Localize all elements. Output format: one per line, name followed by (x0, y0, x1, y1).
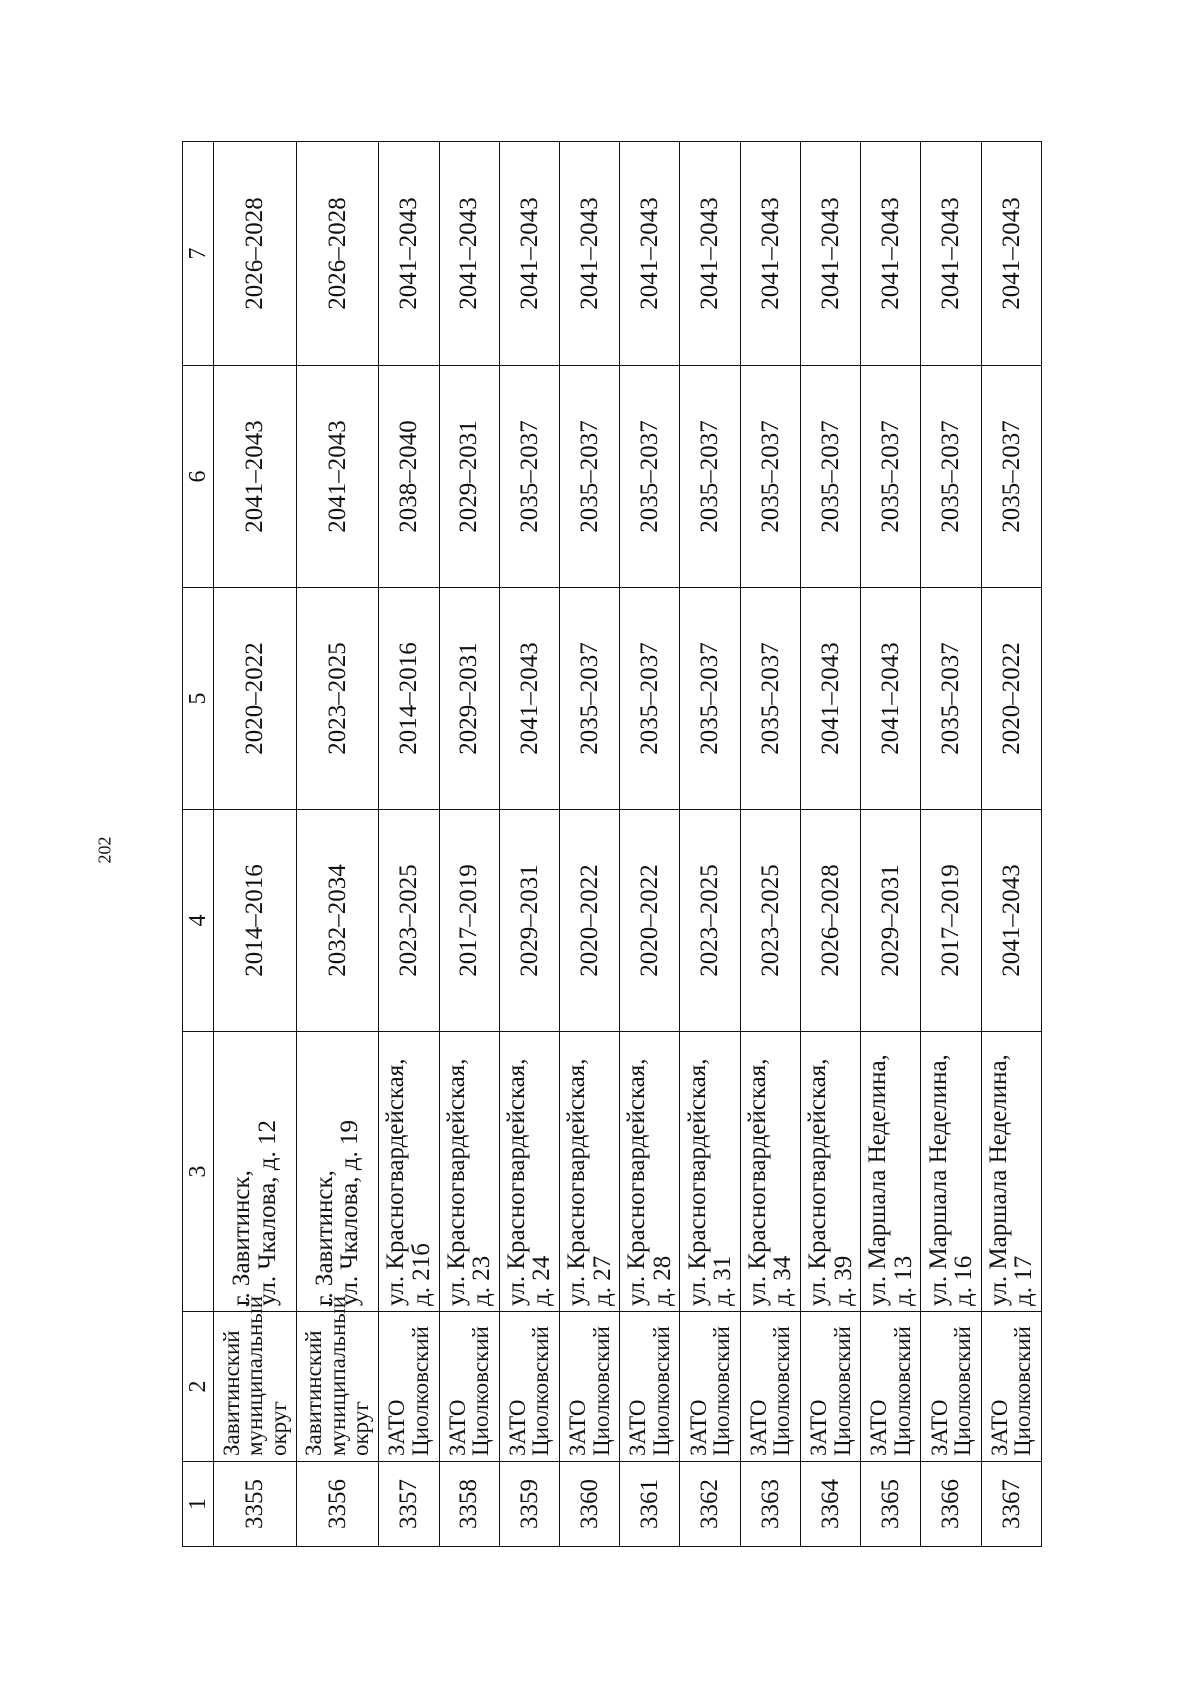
cell-text: 2041–2043 (937, 197, 965, 310)
cell-text: 2041–2043 (636, 197, 664, 310)
cell-text: 2020–2022 (636, 864, 664, 977)
cell-text: 3358 (455, 1479, 483, 1529)
table-row (379, 142, 439, 1547)
period-cell-col6 (296, 366, 379, 588)
cell-text: 3364 (816, 1479, 844, 1529)
period-cell-col5 (214, 588, 297, 810)
table-row (921, 142, 981, 1547)
cell-text: 2026–2028 (816, 864, 844, 977)
period-cell-col4 (921, 810, 981, 1032)
period-cell-col7 (680, 142, 740, 366)
period-cell-col6 (921, 366, 981, 588)
cell-text: ЗАТО Циолковский (444, 1326, 494, 1456)
period-cell-col7 (499, 142, 559, 366)
period-cell-col5 (379, 588, 439, 810)
data-table (182, 141, 1042, 1547)
row-number-cell (214, 1462, 297, 1547)
cell-text: 2014–2016 (395, 642, 423, 755)
cell-text: 3362 (696, 1479, 724, 1529)
table-row (680, 142, 740, 1547)
period-cell-col4 (861, 810, 921, 1032)
cell-text: г. Завитинск, ул. Чкалова, д. 19 (310, 1120, 364, 1306)
period-cell-col5 (921, 588, 981, 810)
period-cell-col7 (560, 142, 620, 366)
cell-text: 2035–2037 (816, 420, 844, 533)
table-row (740, 142, 800, 1547)
district-cell (296, 1295, 379, 1462)
period-cell-col7 (861, 142, 921, 366)
period-cell-col5 (800, 588, 860, 810)
cell-text: 2029–2031 (877, 864, 905, 977)
cell-text: 2041–2043 (997, 864, 1025, 977)
column-header: 1 (183, 1462, 214, 1547)
cell-text: ул. Маршала Неделина, д. 13 (864, 1054, 917, 1306)
cell-text: ЗАТО Циолковский (565, 1326, 614, 1456)
cell-text: 2038–2040 (395, 420, 423, 533)
cell-text: 2041–2043 (455, 197, 483, 310)
cell-text: 3357 (395, 1479, 423, 1529)
cell-text: 2020–2022 (241, 642, 269, 755)
period-cell-col7 (620, 142, 680, 366)
period-cell-col4 (981, 810, 1041, 1032)
table-row (800, 142, 860, 1547)
cell-text: 2035–2037 (696, 642, 724, 755)
cell-text: 2041–2043 (323, 420, 351, 533)
cell-text: 2035–2037 (575, 642, 603, 755)
table-row (214, 142, 297, 1547)
period-cell-col6 (680, 366, 740, 588)
period-cell-col4 (296, 810, 379, 1032)
cell-text: 2041–2043 (877, 197, 905, 310)
column-header: 6 (183, 366, 214, 588)
address-cell (861, 1032, 921, 1312)
period-cell-col6 (214, 366, 297, 588)
district-cell (379, 1312, 439, 1462)
column-header: 5 (183, 588, 214, 810)
period-cell-col4 (740, 810, 800, 1032)
cell-text: 2041–2043 (241, 420, 269, 533)
cell-text: 2017–2019 (937, 864, 965, 977)
cell-text: 3356 (323, 1479, 351, 1529)
address-cell (740, 1032, 800, 1312)
period-cell-col5 (680, 588, 740, 810)
period-cell-col7 (921, 142, 981, 366)
cell-text: ЗАТО Циолковский (806, 1326, 855, 1456)
period-cell-col4 (800, 810, 860, 1032)
cell-text: ЗАТО Циолковский (926, 1326, 976, 1456)
district-cell (861, 1312, 921, 1462)
period-cell-col7 (379, 142, 439, 366)
cell-text: 2041–2043 (816, 197, 844, 310)
table-row (861, 142, 921, 1547)
cell-text: 2041–2043 (395, 197, 423, 310)
cell-text: 2023–2025 (323, 642, 351, 755)
period-cell-col4 (499, 810, 559, 1032)
address-cell (921, 1032, 981, 1312)
cell-text: 2041–2043 (575, 197, 603, 310)
row-number-cell (680, 1462, 740, 1547)
period-cell-col5 (499, 588, 559, 810)
row-number-cell (560, 1462, 620, 1547)
period-cell-col5 (861, 588, 921, 810)
address-cell (214, 1032, 297, 1312)
cell-text: 2041–2043 (997, 197, 1025, 310)
row-number-cell (620, 1462, 680, 1547)
cell-text: 2035–2037 (636, 642, 664, 755)
row-number-cell (296, 1462, 379, 1547)
district-cell (740, 1312, 800, 1462)
period-cell-col5 (560, 588, 620, 810)
cell-text: ЗАТО Циолковский (986, 1326, 1036, 1456)
cell-text: 2041–2043 (877, 642, 905, 755)
district-cell (680, 1312, 740, 1462)
address-cell (499, 1032, 559, 1312)
district-cell (981, 1312, 1041, 1462)
period-cell-col5 (296, 588, 379, 810)
period-cell-col6 (379, 366, 439, 588)
cell-text: 2041–2043 (515, 642, 543, 755)
cell-text: 2041–2043 (756, 197, 784, 310)
period-cell-col7 (740, 142, 800, 366)
table-row (620, 142, 680, 1547)
table-row (981, 142, 1041, 1547)
period-cell-col4 (439, 810, 499, 1032)
address-cell (379, 1032, 439, 1312)
cell-text: 2029–2031 (455, 420, 483, 533)
cell-text: 2035–2037 (696, 420, 724, 533)
period-cell-col6 (560, 366, 620, 588)
cell-text: 3355 (241, 1479, 269, 1529)
period-cell-col4 (620, 810, 680, 1032)
cell-text: ЗАТО Циолковский (685, 1326, 735, 1456)
row-number-cell (379, 1462, 439, 1547)
period-cell-col4 (560, 810, 620, 1032)
cell-text: г. Завитинск, ул. Чкалова, д. 12 (228, 1120, 281, 1306)
cell-text: ЗАТО Циолковский (504, 1326, 554, 1456)
period-cell-col4 (214, 810, 297, 1032)
period-cell-col6 (981, 366, 1041, 588)
cell-text: 3363 (756, 1479, 784, 1529)
address-cell (560, 1032, 620, 1312)
cell-text: 2029–2031 (455, 642, 483, 755)
cell-text: 2035–2037 (636, 420, 664, 533)
period-cell-col4 (379, 810, 439, 1032)
period-cell-col7 (800, 142, 860, 366)
cell-text: 2032–2034 (323, 864, 351, 977)
cell-text: 3361 (636, 1479, 664, 1529)
cell-text: 3367 (997, 1479, 1025, 1529)
cell-text: 2035–2037 (756, 420, 784, 533)
period-cell-col6 (439, 366, 499, 588)
cell-text: ул. Красногвардейская, д. 34 (743, 1058, 797, 1306)
table-row (439, 142, 499, 1547)
table-row (560, 142, 620, 1547)
column-header: 4 (183, 810, 214, 1032)
period-cell-col6 (499, 366, 559, 588)
cell-text: 2014–2016 (241, 864, 269, 977)
period-cell-col6 (620, 366, 680, 588)
column-header: 3 (183, 1032, 214, 1312)
table-row (499, 142, 559, 1547)
district-cell (921, 1312, 981, 1462)
cell-text: ЗАТО Циолковский (745, 1326, 795, 1456)
cell-text: 2035–2037 (877, 420, 905, 533)
row-number-cell (800, 1462, 860, 1547)
cell-text: ЗАТО Циолковский (625, 1326, 674, 1456)
cell-text: ул. Красногвардейская, д. 23 (442, 1058, 496, 1306)
cell-text: 2023–2025 (756, 864, 784, 977)
period-cell-col6 (740, 366, 800, 588)
cell-text: 2035–2037 (515, 420, 543, 533)
cell-text: 2041–2043 (816, 642, 844, 755)
cell-text: 3359 (515, 1479, 543, 1529)
period-cell-col5 (439, 588, 499, 810)
cell-text: Завитинский муниципальный округ (218, 1295, 291, 1456)
cell-text: ЗАТО Циолковский (866, 1326, 915, 1456)
district-cell (620, 1312, 680, 1462)
district-cell (800, 1312, 860, 1462)
period-cell-col4 (680, 810, 740, 1032)
district-cell (214, 1295, 297, 1462)
cell-text: ЗАТО Циолковский (384, 1326, 433, 1456)
period-cell-col5 (981, 588, 1041, 810)
cell-text: ул. Красногвардейская, д. 28 (623, 1058, 676, 1306)
cell-text: 2017–2019 (455, 864, 483, 977)
cell-text: 3360 (575, 1479, 603, 1529)
cell-text: 2041–2043 (515, 197, 543, 310)
cell-text: 2041–2043 (696, 197, 724, 310)
row-number-cell (499, 1462, 559, 1547)
address-cell (620, 1032, 680, 1312)
cell-text: 2023–2025 (696, 864, 724, 977)
cell-text: 2035–2037 (997, 420, 1025, 533)
period-cell-col5 (620, 588, 680, 810)
cell-text: ул. Красногвардейская, д. 39 (804, 1058, 857, 1306)
cell-text: 2020–2022 (575, 864, 603, 977)
page-number: 202 (94, 836, 115, 864)
cell-text: ул. Красногвардейская, д. 27 (563, 1058, 616, 1306)
period-cell-col6 (861, 366, 921, 588)
cell-text: 2026–2028 (241, 197, 269, 310)
cell-text: ул. Красногвардейская, д. 24 (502, 1058, 556, 1306)
district-cell (499, 1312, 559, 1462)
cell-text: ул. Маршала Неделина, д. 16 (924, 1054, 978, 1306)
cell-text: 3366 (937, 1479, 965, 1529)
cell-text: 2020–2022 (997, 642, 1025, 755)
row-number-cell (981, 1462, 1041, 1547)
table-body (214, 142, 1042, 1547)
district-cell (560, 1312, 620, 1462)
cell-text: 2026–2028 (323, 197, 351, 310)
period-cell-col6 (800, 366, 860, 588)
cell-text: 2035–2037 (937, 420, 965, 533)
row-number-cell (921, 1462, 981, 1547)
column-header: 2 (183, 1312, 214, 1462)
table-row (296, 142, 379, 1547)
cell-text: 3365 (877, 1479, 905, 1529)
cell-text: 2035–2037 (937, 642, 965, 755)
period-cell-col7 (981, 142, 1041, 366)
row-number-cell (740, 1462, 800, 1547)
address-cell (296, 1032, 379, 1312)
column-header: 7 (183, 142, 214, 366)
cell-text: ул. Маршала Неделина, д. 17 (984, 1054, 1038, 1306)
cell-text: Завитинский муниципальный округ (301, 1295, 374, 1456)
period-cell-col7 (439, 142, 499, 366)
period-cell-col5 (740, 588, 800, 810)
address-cell (680, 1032, 740, 1312)
period-cell-col7 (214, 142, 297, 366)
cell-text: 2023–2025 (395, 864, 423, 977)
address-cell (439, 1032, 499, 1312)
row-number-cell (439, 1462, 499, 1547)
cell-text: ул. Красногвардейская, д. 31 (683, 1058, 737, 1306)
district-cell (439, 1312, 499, 1462)
cell-text: 2035–2037 (756, 642, 784, 755)
address-cell (981, 1032, 1041, 1312)
header-row (183, 142, 214, 1547)
data-table-rotated (182, 142, 1042, 1547)
period-cell-col7 (296, 142, 379, 366)
cell-text: 2029–2031 (515, 864, 543, 977)
address-cell (800, 1032, 860, 1312)
cell-text: ул. Красногвардейская, д. 21б (382, 1058, 435, 1306)
cell-text: 2035–2037 (575, 420, 603, 533)
row-number-cell (861, 1462, 921, 1547)
